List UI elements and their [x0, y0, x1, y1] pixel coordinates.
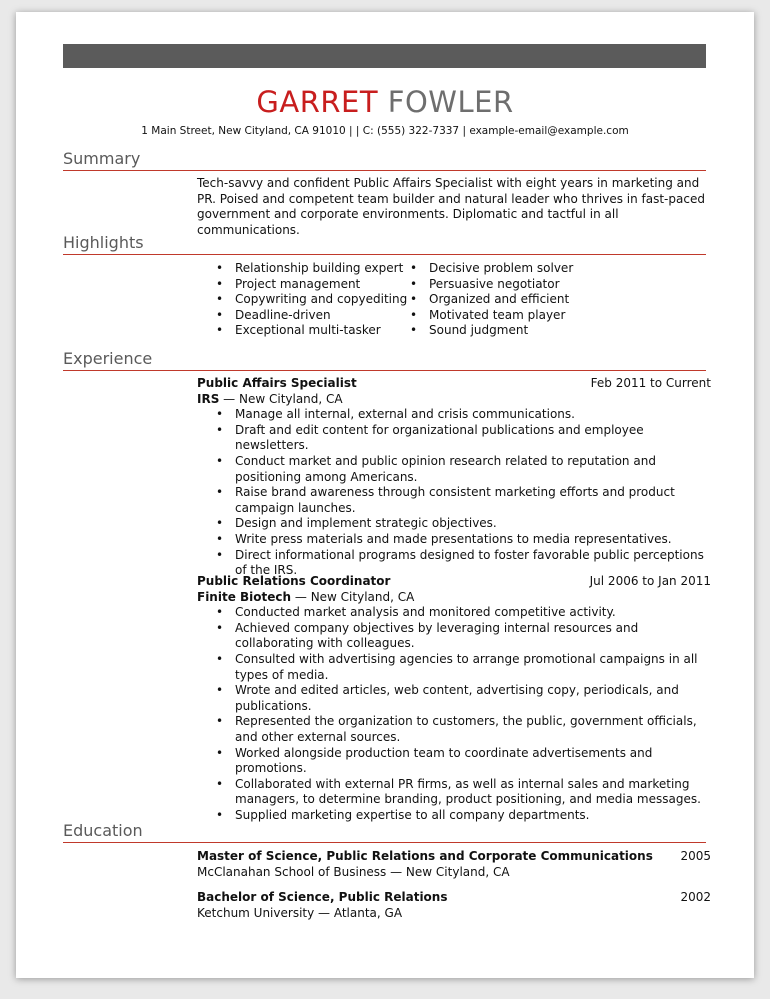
education-entry: [197, 890, 711, 921]
job-bullet: • Wrote and edited articles, web content, advertising copy, periodicals, and publications.: [216, 683, 711, 714]
job-bullet: • Represented the organization to customers, the public, government officials, and other external sources.: [216, 714, 711, 745]
employer-line: [197, 392, 711, 408]
highlight-item: • Sound judgment: [410, 323, 573, 339]
job-bullet: • Supplied marketing expertise to all company departments.: [216, 808, 711, 824]
job-title-row: [197, 574, 711, 590]
employer-line: [197, 590, 711, 606]
job-bullet: • Collaborated with external PR firms, as well as internal sales and marketing managers, to determine branding, product positioning, and media messages.: [216, 777, 711, 808]
degree-year: 2005: [680, 849, 711, 863]
highlight-item: • Motivated team player: [410, 308, 573, 324]
job-bullet-list: [216, 407, 711, 579]
degree-row: [197, 890, 711, 906]
last-name: FOWLER: [387, 85, 514, 119]
experience-divider: [63, 370, 706, 371]
highlight-item: • Relationship building expert: [216, 261, 407, 277]
job-bullet: • Consulted with advertising agencies to arrange promotional campaigns in all types of media.: [216, 652, 711, 683]
header-bar: [63, 44, 706, 68]
job-bullet: • Draft and edit content for organizational publications and employee newsletters.: [216, 423, 711, 454]
job-bullet: • Worked alongside production team to coordinate advertisements and promotions.: [216, 746, 711, 777]
employer-location: — New Cityland, CA: [219, 391, 343, 406]
job-dates: Jul 2006 to Jan 2011: [589, 574, 711, 588]
summary-text: Tech-savvy and confident Public Affairs Specialist with eight years in marketing and PR. Poised and competent team builder and natural leader who thrives in fast-paced government and corporate environments. Diplomatic and tactful in all communications.: [197, 176, 705, 237]
highlights-divider: [63, 254, 706, 255]
education-heading: Education: [63, 821, 143, 840]
candidate-name: [16, 84, 754, 120]
job-bullet: • Conduct market and public opinion research related to reputation and positioning among Americans.: [216, 454, 711, 485]
highlight-item: • Persuasive negotiator: [410, 277, 573, 293]
highlight-item: • Decisive problem solver: [410, 261, 573, 277]
job-title-row: [197, 376, 711, 392]
job-title: Public Relations Coordinator: [197, 574, 391, 588]
degree-title: Master of Science, Public Relations and Corporate Communications: [197, 849, 653, 863]
highlight-item: • Copywriting and copyediting: [216, 292, 407, 308]
employer-name: Finite Biotech: [197, 589, 292, 604]
job-bullet: • Raise brand awareness through consistent marketing efforts and product campaign launches.: [216, 485, 711, 516]
job-bullet: • Manage all internal, external and crisis communications.: [216, 407, 711, 423]
experience-heading: Experience: [63, 349, 153, 368]
job-bullet-list: [216, 605, 711, 823]
degree-title: Bachelor of Science, Public Relations: [197, 890, 448, 904]
job-bullet: • Write press materials and made presentations to media representatives.: [216, 532, 711, 548]
school-line: McClanahan School of Business — New Cityland, CA: [197, 864, 510, 879]
employer-name: IRS: [197, 391, 220, 406]
summary-heading: Summary: [63, 149, 141, 168]
degree-row: [197, 849, 711, 865]
employer-location: — New Cityland, CA: [291, 589, 415, 604]
education-divider: [63, 842, 706, 843]
highlight-item: • Exceptional multi-tasker: [216, 323, 407, 339]
degree-year: 2002: [680, 890, 711, 904]
highlights-right-list: [410, 261, 573, 339]
highlight-item: • Project management: [216, 277, 407, 293]
job-bullet: • Achieved company objectives by leveraging internal resources and collaborating with colleagues.: [216, 621, 711, 652]
summary-divider: [63, 170, 706, 171]
education-entry: [197, 849, 711, 880]
highlight-item: • Deadline-driven: [216, 308, 407, 324]
job-bullet: • Direct informational programs designed to foster favorable public perceptions of the IRS.: [216, 548, 711, 579]
resume-page: [16, 12, 754, 978]
job-entry: [197, 574, 711, 824]
job-dates: Feb 2011 to Current: [590, 376, 711, 390]
highlights-heading: Highlights: [63, 233, 144, 252]
highlight-item: • Organized and efficient: [410, 292, 573, 308]
highlights-left-list: [216, 261, 407, 339]
job-entry: [197, 376, 711, 579]
first-name: GARRET: [256, 85, 379, 119]
job-bullet: • Conducted market analysis and monitored competitive activity.: [216, 605, 711, 621]
contact-line: 1 Main Street, New Cityland, CA 91010 | | C: (555) 322-7337 | example-email@example.com: [141, 125, 629, 137]
job-title: Public Affairs Specialist: [197, 376, 357, 390]
school-line: Ketchum University — Atlanta, GA: [197, 905, 403, 920]
job-bullet: • Design and implement strategic objectives.: [216, 516, 711, 532]
